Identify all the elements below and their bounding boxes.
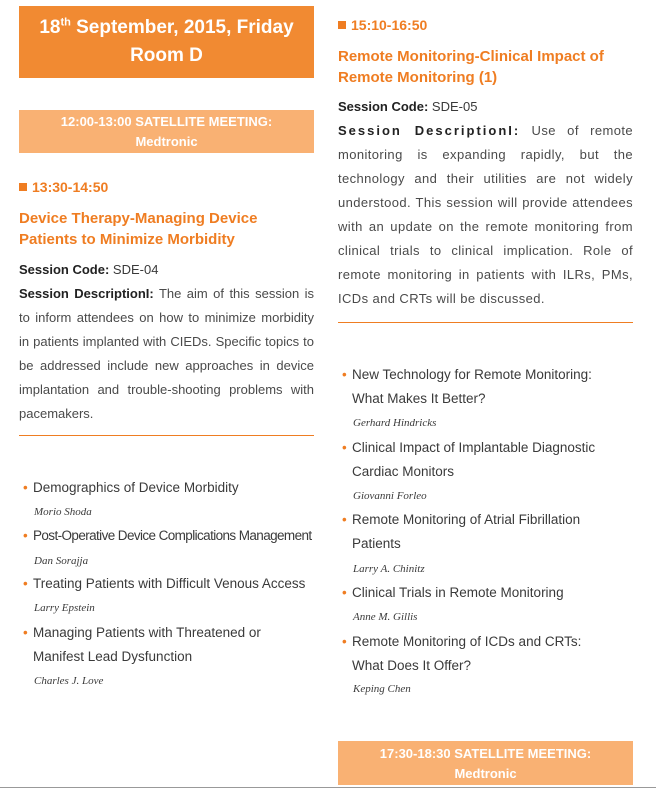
bullet-icon: • (23, 528, 28, 543)
session-description-text: Use of remote monitoring is expanding rapidly, but the technology and their utilities are not widely understood. This session will provide attendees with an update on the remote monitoring from clinical trials to clinical implication. Role of remote monitoring in patients with ILRs, PMs, ICDs and CRTs will be discussed. (338, 123, 634, 306)
session-time: 13:30-14:50 (32, 179, 109, 195)
satellite-time-label: 12:00-13:00 SATELLITE MEETING: (60, 114, 273, 129)
divider (19, 435, 314, 436)
session-code-label: Session Code: (19, 262, 110, 277)
session-code-label: Session Code: (338, 99, 429, 114)
session-title-line: Remote Monitoring (1) (338, 69, 498, 86)
talk-title-line: Clinical Impact of Implantable Diagnostic (352, 440, 596, 455)
bullet-icon: • (23, 625, 28, 640)
date-suffix: th (60, 16, 71, 29)
session-description (19, 282, 314, 426)
talk-speaker: Dan Sorajja (34, 555, 89, 567)
talk-item (342, 630, 637, 678)
satellite-time-label: 17:30-18:30 SATELLITE MEETING: (379, 746, 592, 761)
talk-speaker: Larry Epstein (34, 602, 95, 614)
session-title-line: Device Therapy-Managing Device (19, 210, 258, 227)
talk-item (342, 581, 637, 605)
talk-title-line: Managing Patients with Threatened or (33, 625, 261, 640)
bullet-icon: • (342, 634, 347, 649)
session-title (19, 208, 314, 250)
talk-item (342, 436, 637, 484)
talk-title-line: What Does It Offer? (352, 658, 472, 673)
talk-speaker: Anne M. Gillis (353, 611, 418, 623)
talk-item (342, 508, 637, 556)
talk-item (342, 363, 637, 411)
session-code-value: SDE-05 (428, 99, 478, 114)
talk-title: Treating Patients with Difficult Venous Access (33, 576, 306, 591)
session-description (338, 119, 633, 311)
talk-speaker: Charles J. Love (34, 675, 104, 687)
talk-speaker: Gerhard Hindricks (353, 417, 437, 429)
page-bottom-border (0, 787, 656, 788)
session-description-label: Session DescriptionI: (19, 286, 154, 301)
session-code (19, 262, 158, 277)
bullet-icon: • (342, 367, 347, 382)
talk-speaker: Larry A. Chinitz (353, 563, 425, 575)
talk-item (23, 621, 318, 669)
talk-title: Demographics of Device Morbidity (33, 480, 239, 495)
square-bullet-icon (19, 183, 27, 191)
talk-title: Clinical Trials in Remote Monitoring (352, 585, 564, 600)
bullet-icon: • (23, 480, 28, 495)
satellite-sponsor: Medtronic (135, 134, 198, 149)
talk-title-line: Manifest Lead Dysfunction (33, 649, 193, 664)
session-time-heading (19, 179, 108, 195)
bullet-icon: • (342, 440, 347, 455)
talk-title-line: Remote Monitoring of Atrial Fibrillation (352, 512, 581, 527)
talk-item (23, 524, 318, 548)
session-description-text: The aim of this session is to inform attendees on how to minimize morbidity in patients implanted with CIEDs. Specific topics to be addressed include new approaches in device implantation and trouble-shooting problems with pacemakers. (19, 286, 315, 421)
session-title-line: Remote Monitoring-Clinical Impact of (338, 48, 604, 65)
talk-item (23, 572, 318, 596)
session-title (338, 46, 638, 88)
session-description-label: Session DescriptionI: (338, 123, 521, 138)
talk-speaker: Keping Chen (353, 683, 411, 695)
satellite-meeting-box (338, 741, 633, 785)
square-bullet-icon (338, 21, 346, 29)
satellite-meeting-box (19, 110, 314, 153)
session-title-line: Patients to Minimize Morbidity (19, 231, 235, 248)
talk-title-line: Cardiac Monitors (352, 464, 455, 479)
talk-title-line: Patients (352, 536, 401, 551)
talk-speaker: Morio Shoda (34, 506, 92, 518)
bullet-icon: • (342, 585, 347, 600)
talk-title-line: Remote Monitoring of ICDs and CRTs: (352, 634, 582, 649)
talk-title-line: New Technology for Remote Monitoring: (352, 367, 592, 382)
room-label: Room D (130, 45, 203, 66)
talk-title: Post-Operative Device Complications Management (33, 528, 312, 543)
bullet-icon: • (342, 512, 347, 527)
date-day: 18 (39, 17, 61, 38)
session-code (338, 99, 477, 114)
talk-speaker: Giovanni Forleo (353, 490, 427, 502)
divider (338, 322, 633, 323)
session-time: 15:10-16:50 (351, 17, 428, 33)
talk-item (23, 476, 318, 500)
bullet-icon: • (23, 576, 28, 591)
date-banner (19, 6, 314, 78)
session-code-value: SDE-04 (109, 262, 159, 277)
talk-title-line: What Makes It Better? (352, 391, 486, 406)
satellite-sponsor: Medtronic (454, 766, 517, 781)
date-rest: September, 2015, Friday (70, 17, 294, 38)
session-time-heading (338, 17, 427, 33)
date-line (19, 14, 314, 42)
